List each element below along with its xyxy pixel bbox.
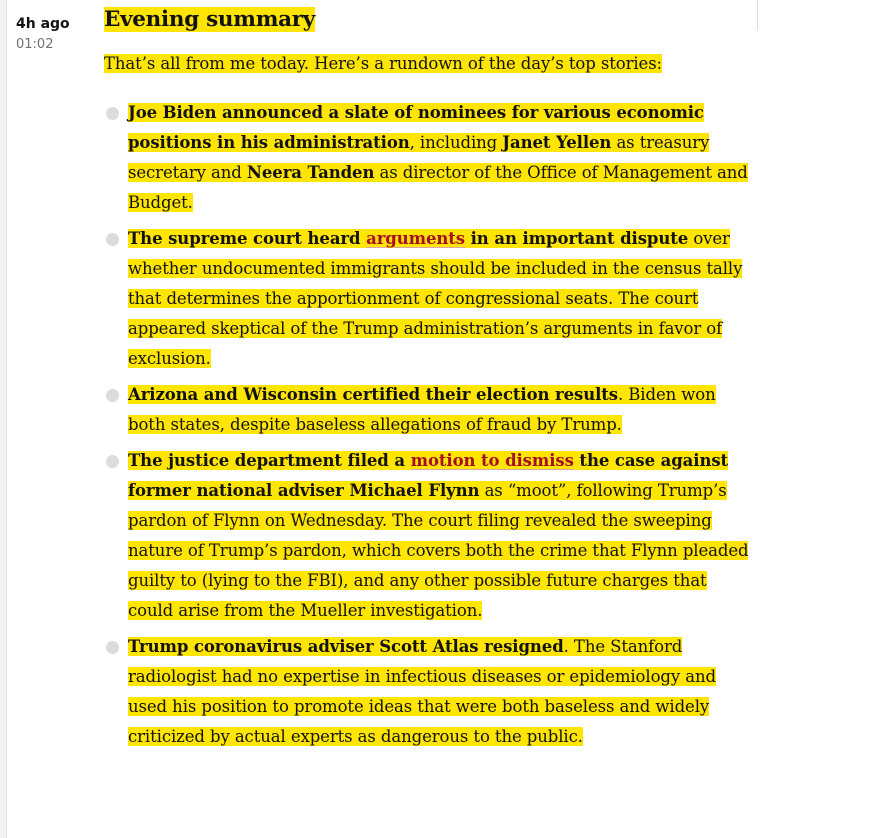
summary-item bbox=[104, 224, 752, 374]
bold-text: the case against former national adviser Michael Flynn bbox=[128, 451, 729, 500]
summary-item-text bbox=[128, 103, 748, 212]
bold-text: Trump coronavirus adviser Scott Atlas resigned bbox=[128, 637, 564, 656]
bullet-icon bbox=[106, 233, 119, 246]
left-border bbox=[0, 0, 7, 838]
bold-text: Janet Yellen bbox=[502, 133, 612, 152]
bold-text: Joe Biden announced a slate of nominees for various economic positions in his administration bbox=[128, 103, 704, 152]
summary-item bbox=[104, 380, 752, 440]
headline-text: Evening summary bbox=[104, 7, 315, 32]
bullet-icon bbox=[106, 107, 119, 120]
body-text: as treasury secretary and bbox=[128, 133, 710, 182]
body-text: over whether undocumented immigrants should be included in the census tally that determines the apportionment of congressional seats. The court appeared skeptical of the Trump administration’s arguments in favor of exclusion. bbox=[128, 229, 743, 368]
entry-timestamp[interactable] bbox=[16, 14, 70, 55]
body-text: as director of the Office of Management and Budget. bbox=[128, 163, 748, 212]
body-text: , including bbox=[409, 133, 503, 152]
time-absolute: 01:02 bbox=[16, 37, 54, 52]
bullet-icon bbox=[106, 641, 119, 654]
intro-text: That’s all from me today. Here’s a rundown of the day’s top stories: bbox=[104, 54, 663, 73]
bold-text: The supreme court heard bbox=[128, 229, 367, 248]
entry-intro bbox=[104, 49, 754, 79]
summary-list bbox=[104, 98, 754, 752]
body-text: . Biden won both states, despite baseless allegations of fraud by Trump. bbox=[128, 385, 716, 434]
entry-headline bbox=[104, 4, 754, 36]
story-link[interactable]: arguments bbox=[366, 229, 465, 248]
summary-item-text bbox=[128, 637, 716, 746]
summary-item bbox=[104, 632, 752, 752]
summary-item bbox=[104, 446, 752, 626]
bold-text: Arizona and Wisconsin certified their election results bbox=[128, 385, 618, 404]
summary-item-text bbox=[128, 451, 748, 620]
bold-text: in an important dispute bbox=[465, 229, 689, 248]
summary-item bbox=[104, 98, 752, 218]
summary-item-text bbox=[128, 229, 742, 368]
body-text: . The Stanford radiologist had no expertise in infectious diseases or epidemiology and used his position to promote ideas that were both baseless and widely criticized by actual experts as dangerous to the public. bbox=[128, 637, 716, 746]
summary-item-text bbox=[128, 385, 716, 434]
bullet-icon bbox=[106, 455, 119, 468]
right-border bbox=[757, 0, 758, 30]
body-text: as “moot”, following Trump’s pardon of Flynn on Wednesday. The court filing revealed the sweeping nature of Trump’s pardon, which covers both the crime that Flynn pleaded guilty to (lying to the FBI), and any other possible future charges that could arise from the Mueller investigation. bbox=[128, 481, 749, 620]
story-link[interactable]: motion to dismiss bbox=[410, 451, 574, 470]
bold-text: Neera Tanden bbox=[246, 163, 375, 182]
bold-text: The justice department filed a bbox=[128, 451, 411, 470]
bullet-icon bbox=[106, 389, 119, 402]
blog-entry bbox=[104, 4, 754, 758]
time-relative: 4h ago bbox=[16, 16, 70, 32]
